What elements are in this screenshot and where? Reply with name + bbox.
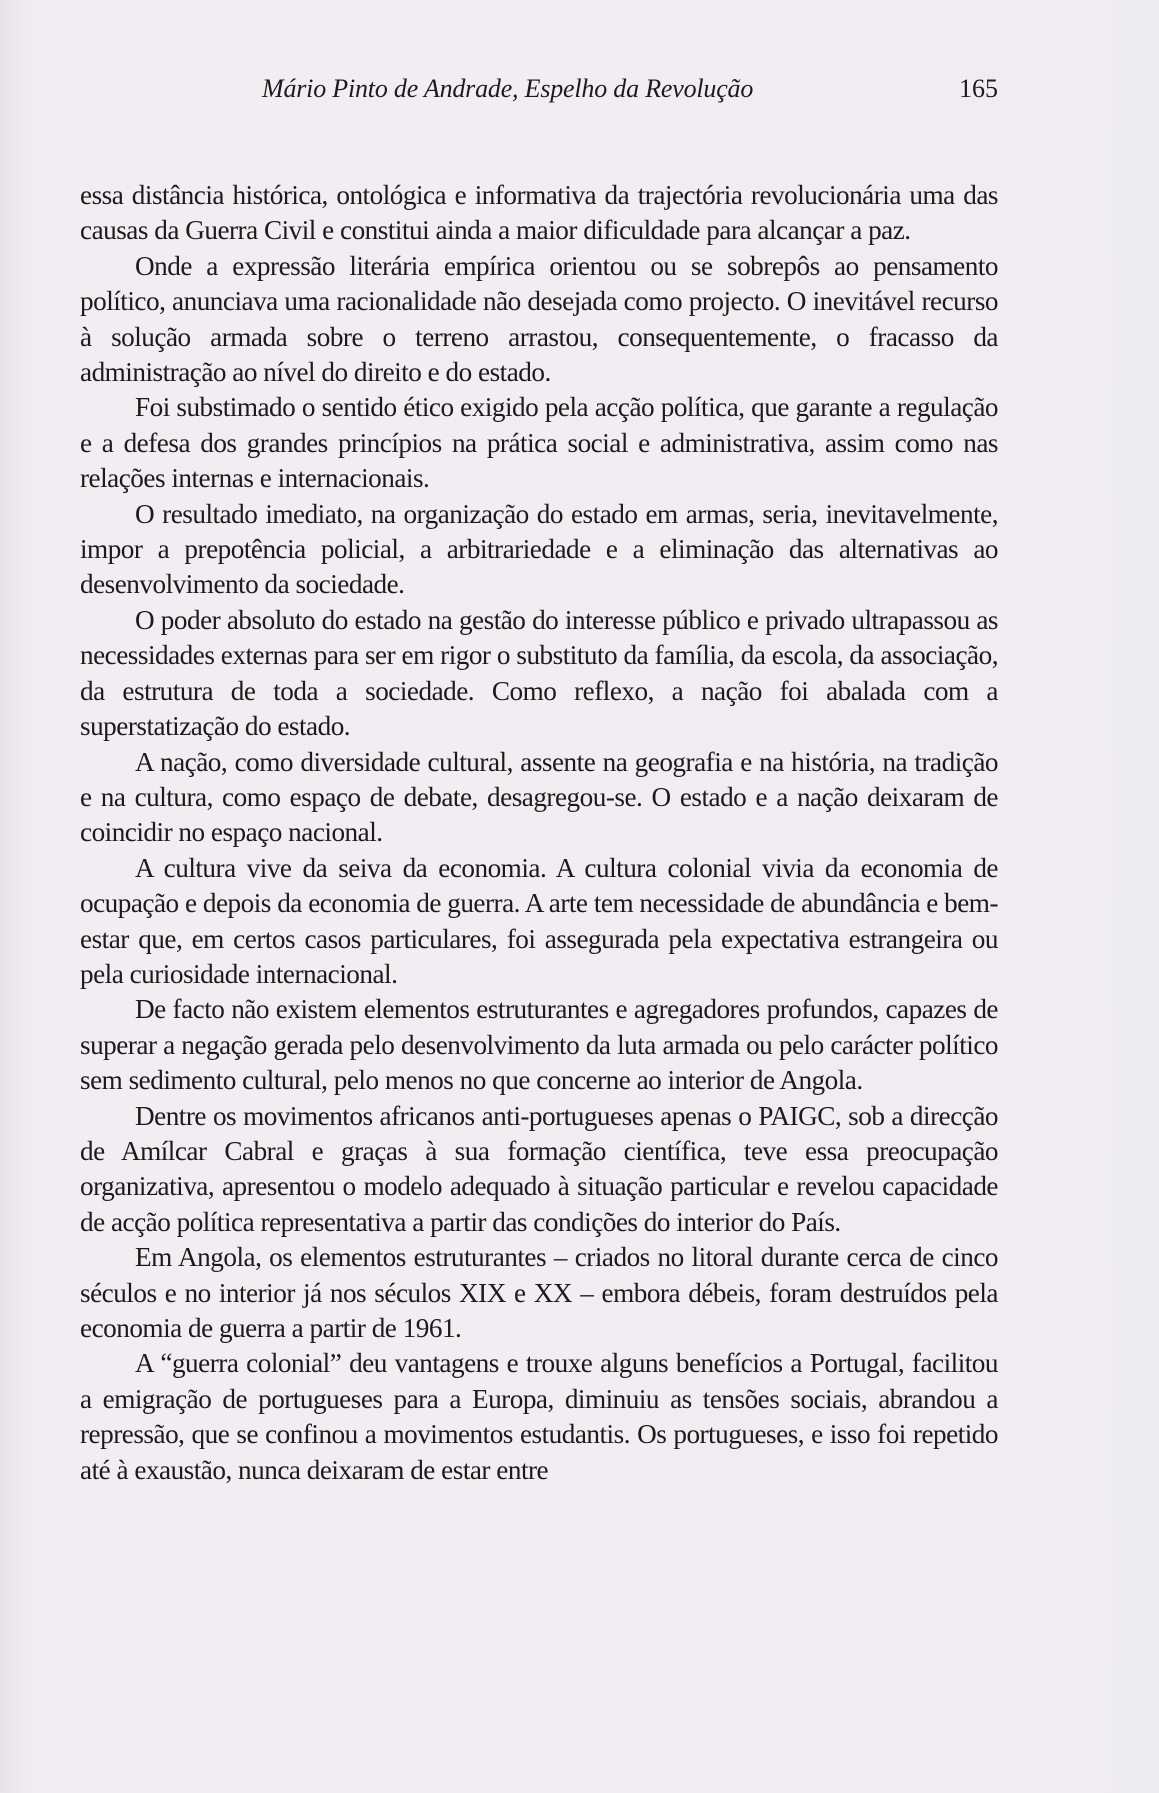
paragraph: Em Angola, os elementos estruturantes – criados no litoral durante cerca de cinco séculos e no interior já nos séculos XIX e XX – embora débeis, foram destruídos pela economia de guerra a partir de 1961. — [80, 1242, 998, 1343]
paragraph: O resultado imediato, na organização do estado em armas, seria, inevitavelmente, impor a prepotência policial, a arbitrariedade e a eliminação das alternativas ao desenvolvimento da sociedade. — [80, 498, 998, 600]
paragraph: Dentre os movimentos africanos anti-portugueses apenas o PAIGC, sob a direcção de Amílcar Cabral e graças à sua formação científica, teve essa preocupação organizativa, apresentou o modelo adequado à situação particular e revelou capacidade de acção política representativa a partir das condições do interior do País. — [80, 1100, 998, 1237]
paragraph: De facto não existem elementos estruturantes e agregadores profundos, capazes de superar a negação gerada pelo desenvolvimento da luta armada ou pelo carácter político sem sedimento cultural, pelo menos no que concerne ao interior de Angola. — [80, 994, 998, 1096]
paragraph: Onde a expressão literária empírica orientou ou se sobrepôs ao pensamento político, anunciava uma racionalidade não desejada como projecto. O inevitável recurso à solução armada sobre o terreno arrastou, consequentemente, o fracasso da administração ao nível do direito e do estado. — [80, 250, 998, 388]
running-title: Mário Pinto de Andrade, Espelho da Revolução — [262, 74, 754, 103]
paragraph: A nação, como diversidade cultural, assente na geografia e na história, na tradição e na cultura, como espaço de debate, desagregou-se. O estado e a nação deixaram de coincidir no espaço nacional. — [80, 746, 998, 848]
paragraph: O poder absoluto do estado na gestão do interesse público e privado ultrapassou as necessidades externas para ser em rigor o substituto da família, da escola, da associação, da estrutura de toda a sociedade. Como reflexo, a nação foi abalada com a superstatização do estado. — [80, 604, 998, 742]
paragraph: A cultura vive da seiva da economia. A cultura colonial vivia da economia de ocupação e depois da economia de guerra. A arte tem necessidade de abundância e bem-estar que, em certos casos particulares, foi assegurada pela expectativa estrangeira ou pela curiosidade internacional. — [80, 852, 998, 989]
paragraph: Foi substimado o sentido ético exigido pela acção política, que garante a regulação e a defesa dos grandes princípios na prática social e administrativa, assim como nas relações internas e internacionais. — [80, 392, 998, 494]
body-text — [80, 178, 998, 1488]
paragraph: essa distância histórica, ontológica e informativa da trajectória revolucionária uma das causas da Guerra Civil e constitui ainda a maior dificuldade para alcançar a paz. — [80, 180, 998, 246]
paragraph: A “guerra colonial” deu vantagens e trouxe alguns benefícios a Portugal, facilitou a emigração de portugueses para a Europa, diminuiu as tensões sociais, abrandou a repressão, que se confinou a movimentos estudantis. Os portugueses, e isso foi repetido até à exaustão, nunca deixaram de estar entre — [80, 1348, 998, 1485]
page-number: 165 — [959, 74, 998, 103]
running-header — [262, 74, 998, 114]
